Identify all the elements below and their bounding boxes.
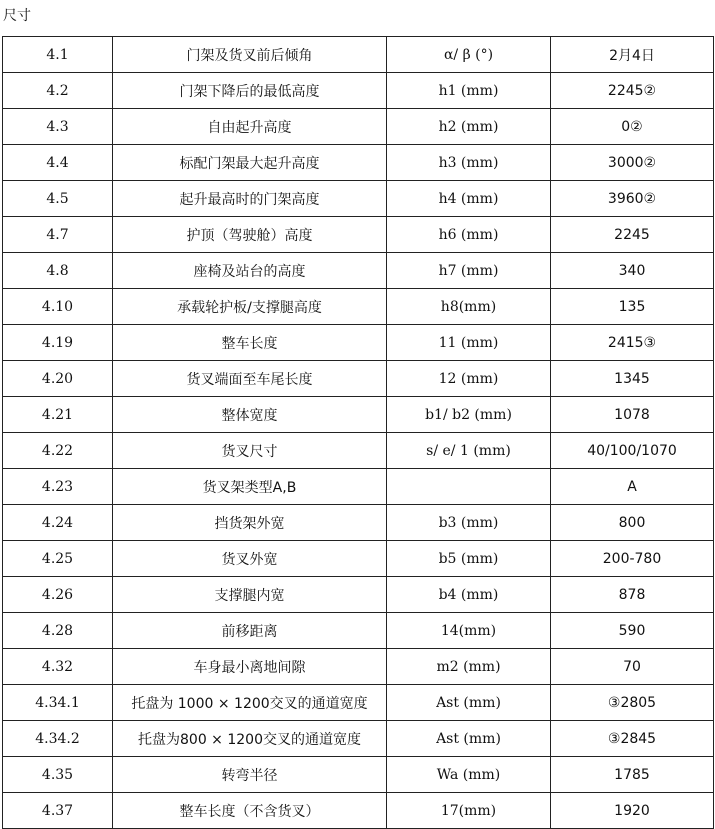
- item-name-cell: 车身最小离地间隙: [113, 649, 387, 685]
- symbol-unit-cell: b4 (mm): [387, 577, 551, 613]
- row-number-cell: 4.4: [3, 145, 113, 181]
- row-number-cell: 4.19: [3, 325, 113, 361]
- row-number-cell: 4.34.2: [3, 721, 113, 757]
- value-cell: 2245②: [551, 73, 714, 109]
- row-number-cell: 4.20: [3, 361, 113, 397]
- item-name-cell: 起升最高时的门架高度: [113, 181, 387, 217]
- value-cell: 3960②: [551, 181, 714, 217]
- item-name-cell: 货叉端面至车尾长度: [113, 361, 387, 397]
- row-number-cell: 4.8: [3, 253, 113, 289]
- table-row: [3, 505, 714, 541]
- table-row: [3, 73, 714, 109]
- item-name-cell: 托盘为 1000 × 1200交叉的通道宽度: [113, 685, 387, 721]
- symbol-unit-cell: Wa (mm): [387, 757, 551, 793]
- row-number-cell: 4.7: [3, 217, 113, 253]
- table-row: [3, 721, 714, 757]
- value-cell: 1920: [551, 793, 714, 829]
- table-row: [3, 469, 714, 505]
- row-number-cell: 4.24: [3, 505, 113, 541]
- item-name-cell: 标配门架最大起升高度: [113, 145, 387, 181]
- table-row: [3, 433, 714, 469]
- dimensions-table-body: [3, 37, 714, 829]
- section-heading: 尺寸: [3, 8, 31, 24]
- row-number-cell: 4.21: [3, 397, 113, 433]
- value-cell: 2245: [551, 217, 714, 253]
- value-cell: ③2845: [551, 721, 714, 757]
- row-number-cell: 4.23: [3, 469, 113, 505]
- dimensions-table: [2, 36, 714, 829]
- table-row: [3, 361, 714, 397]
- row-number-cell: 4.28: [3, 613, 113, 649]
- table-row: [3, 541, 714, 577]
- symbol-unit-cell: h1 (mm): [387, 73, 551, 109]
- symbol-unit-cell: h2 (mm): [387, 109, 551, 145]
- symbol-unit-cell: h4 (mm): [387, 181, 551, 217]
- item-name-cell: 门架及货叉前后倾角: [113, 37, 387, 73]
- value-cell: 878: [551, 577, 714, 613]
- table-row: [3, 685, 714, 721]
- table-row: [3, 793, 714, 829]
- item-name-cell: 承载轮护板/支撑腿高度: [113, 289, 387, 325]
- item-name-cell: 货叉外宽: [113, 541, 387, 577]
- value-cell: 70: [551, 649, 714, 685]
- item-name-cell: 整车长度（不含货叉）: [113, 793, 387, 829]
- table-row: [3, 397, 714, 433]
- symbol-unit-cell: 17(mm): [387, 793, 551, 829]
- item-name-cell: 货叉尺寸: [113, 433, 387, 469]
- table-row: [3, 613, 714, 649]
- symbol-unit-cell: h8(mm): [387, 289, 551, 325]
- symbol-unit-cell: h7 (mm): [387, 253, 551, 289]
- value-cell: ③2805: [551, 685, 714, 721]
- item-name-cell: 自由起升高度: [113, 109, 387, 145]
- row-number-cell: 4.2: [3, 73, 113, 109]
- row-number-cell: 4.26: [3, 577, 113, 613]
- table-row: [3, 289, 714, 325]
- value-cell: 340: [551, 253, 714, 289]
- value-cell: 135: [551, 289, 714, 325]
- symbol-unit-cell: α/ β (°): [387, 37, 551, 73]
- value-cell: 0②: [551, 109, 714, 145]
- item-name-cell: 护顶（驾驶舱）高度: [113, 217, 387, 253]
- table-row: [3, 757, 714, 793]
- table-row: [3, 37, 714, 73]
- symbol-unit-cell: [387, 469, 551, 505]
- item-name-cell: 整车长度: [113, 325, 387, 361]
- row-number-cell: 4.37: [3, 793, 113, 829]
- symbol-unit-cell: b3 (mm): [387, 505, 551, 541]
- item-name-cell: 座椅及站台的高度: [113, 253, 387, 289]
- symbol-unit-cell: b5 (mm): [387, 541, 551, 577]
- row-number-cell: 4.22: [3, 433, 113, 469]
- item-name-cell: 托盘为800 × 1200交叉的通道宽度: [113, 721, 387, 757]
- symbol-unit-cell: Ast (mm): [387, 721, 551, 757]
- value-cell: 590: [551, 613, 714, 649]
- symbol-unit-cell: s/ e/ 1 (mm): [387, 433, 551, 469]
- symbol-unit-cell: 12 (mm): [387, 361, 551, 397]
- symbol-unit-cell: 11 (mm): [387, 325, 551, 361]
- table-row: [3, 109, 714, 145]
- symbol-unit-cell: m2 (mm): [387, 649, 551, 685]
- row-number-cell: 4.5: [3, 181, 113, 217]
- table-row: [3, 217, 714, 253]
- row-number-cell: 4.1: [3, 37, 113, 73]
- value-cell: 800: [551, 505, 714, 541]
- symbol-unit-cell: h3 (mm): [387, 145, 551, 181]
- item-name-cell: 前移距离: [113, 613, 387, 649]
- value-cell: 1345: [551, 361, 714, 397]
- value-cell: 200-780: [551, 541, 714, 577]
- table-row: [3, 649, 714, 685]
- table-row: [3, 253, 714, 289]
- row-number-cell: 4.34.1: [3, 685, 113, 721]
- table-row: [3, 181, 714, 217]
- item-name-cell: 门架下降后的最低高度: [113, 73, 387, 109]
- row-number-cell: 4.10: [3, 289, 113, 325]
- item-name-cell: 转弯半径: [113, 757, 387, 793]
- symbol-unit-cell: b1/ b2 (mm): [387, 397, 551, 433]
- value-cell: 1785: [551, 757, 714, 793]
- symbol-unit-cell: h6 (mm): [387, 217, 551, 253]
- symbol-unit-cell: 14(mm): [387, 613, 551, 649]
- row-number-cell: 4.3: [3, 109, 113, 145]
- value-cell: 2415③: [551, 325, 714, 361]
- symbol-unit-cell: Ast (mm): [387, 685, 551, 721]
- item-name-cell: 整体宽度: [113, 397, 387, 433]
- row-number-cell: 4.25: [3, 541, 113, 577]
- table-row: [3, 145, 714, 181]
- value-cell: 2月4日: [551, 37, 714, 73]
- item-name-cell: 挡货架外宽: [113, 505, 387, 541]
- value-cell: 40/100/1070: [551, 433, 714, 469]
- item-name-cell: 货叉架类型A,B: [113, 469, 387, 505]
- row-number-cell: 4.35: [3, 757, 113, 793]
- item-name-cell: 支撑腿内宽: [113, 577, 387, 613]
- value-cell: 1078: [551, 397, 714, 433]
- value-cell: A: [551, 469, 714, 505]
- table-row: [3, 577, 714, 613]
- row-number-cell: 4.32: [3, 649, 113, 685]
- table-row: [3, 325, 714, 361]
- value-cell: 3000②: [551, 145, 714, 181]
